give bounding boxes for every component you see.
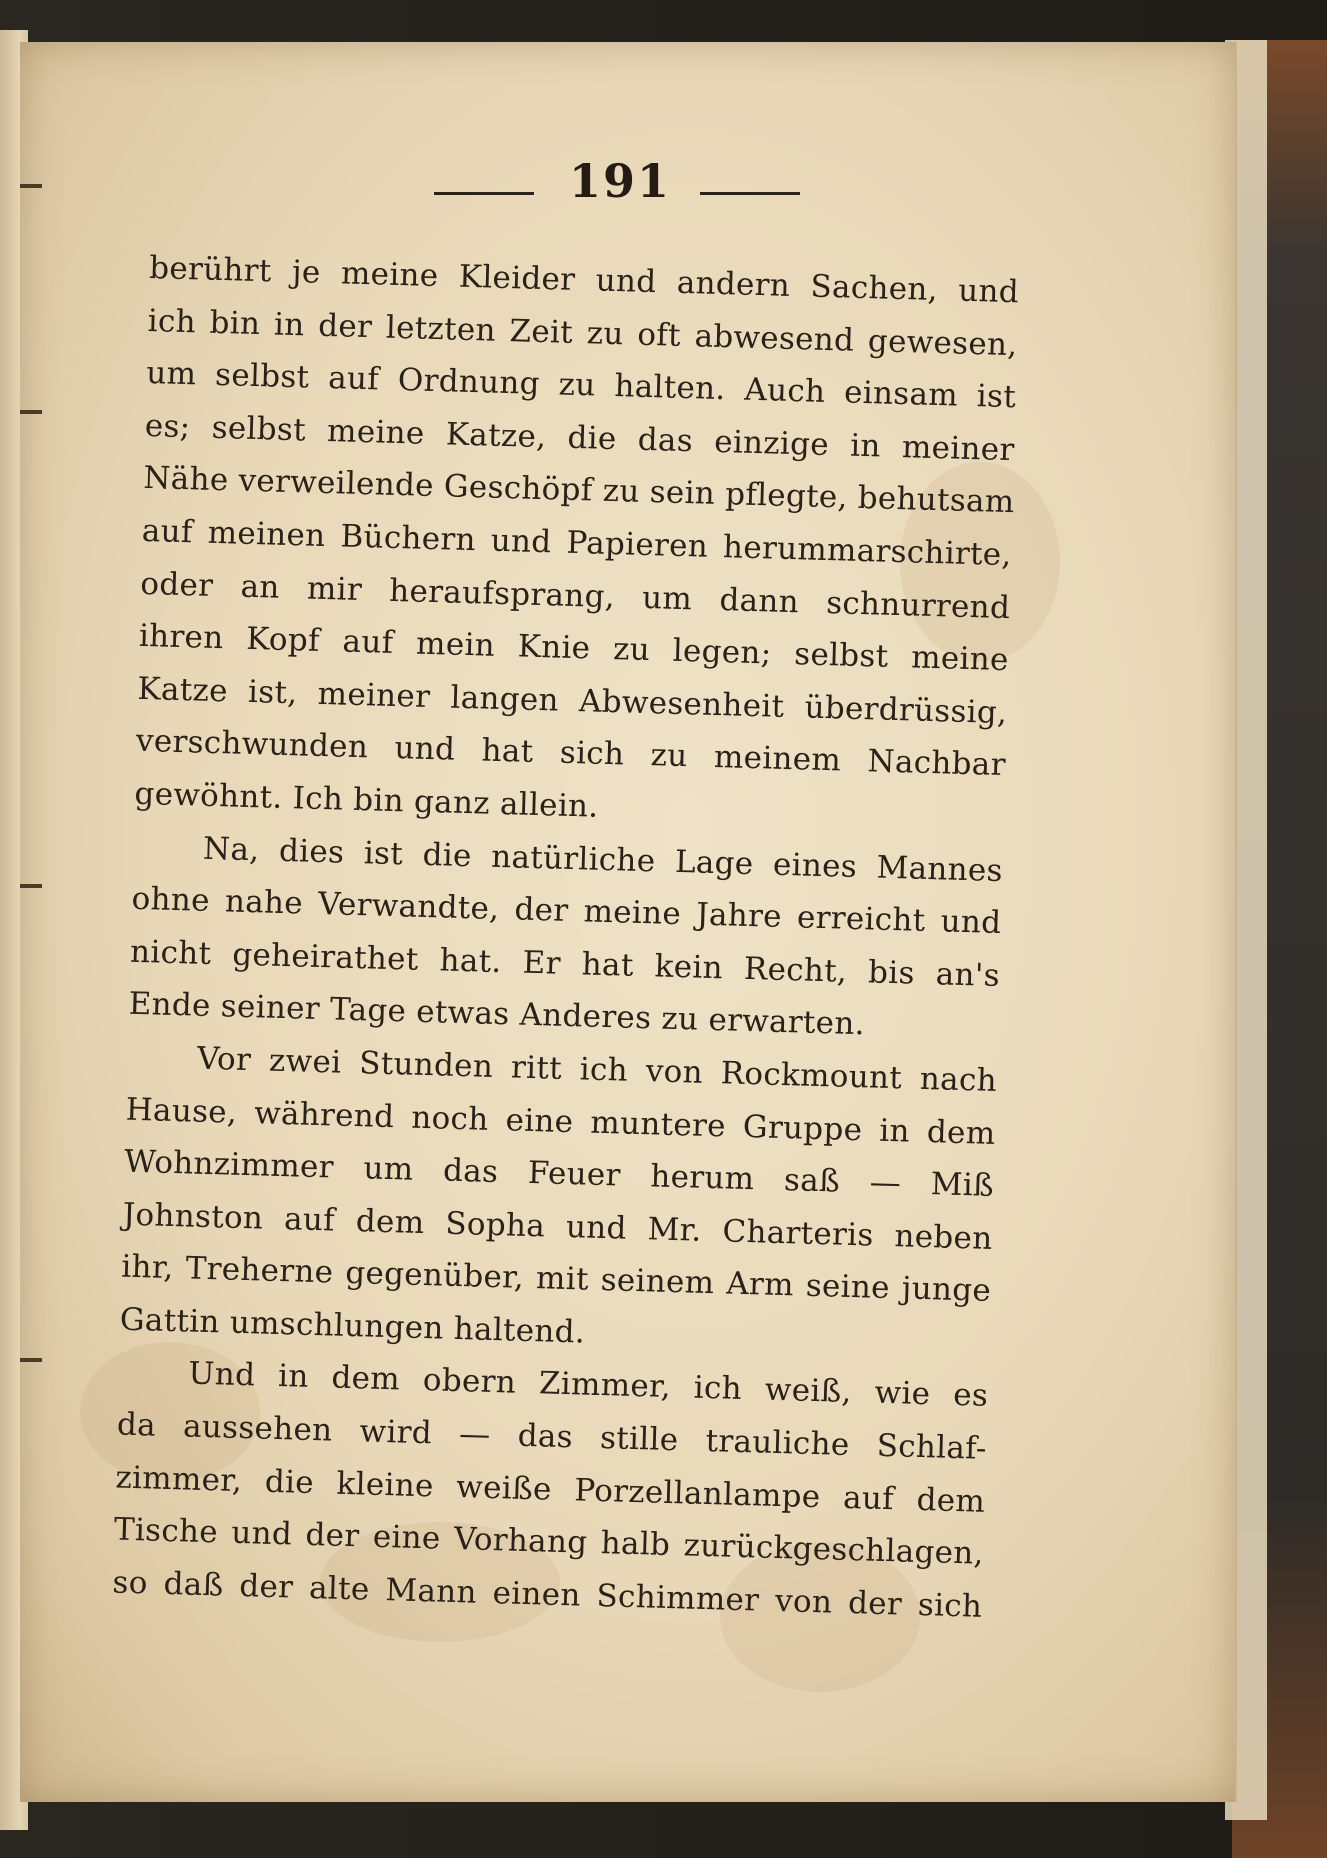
binding-thread-mark (20, 410, 42, 414)
text-line: Johnston auf dem Sopha und Mr. Charteris neben (122, 1196, 994, 1257)
text-line: gewöhnt. Ich bin ganz allein. (134, 775, 599, 825)
text-line: da aussehen wird — das stille trauliche Schlaf- (116, 1406, 988, 1467)
binding-thread-mark (20, 884, 42, 888)
text-line: Wohnzimmer um das Feuer herum saß — Miß (123, 1143, 995, 1205)
text-line: oder an mir heraufsprang, um dann schnurrend (139, 565, 1011, 626)
text-line: um selbst auf Ordnung zu halten. Auch einsam ist (145, 355, 1017, 416)
body-text (112, 242, 1020, 1633)
text-line: Nähe verweilende Geschöpf zu sein pflegte, behutsam (142, 460, 1016, 521)
text-line: Katze ist, meiner langen Abwesenheit überdrüssig, (137, 670, 1008, 731)
text-line: Vor zwei Stunden ritt ich von Rockmount nach (196, 1040, 998, 1099)
text-line: so daß der alte Mann einen Schimmer von der sich (112, 1564, 983, 1625)
text-line: es; selbst meine Katze, die das einzige in meiner (144, 407, 1016, 468)
text-line: nicht geheirathet hat. Er hat kein Recht, bis an's (129, 933, 1001, 994)
text-line: ihren Kopf auf mein Knie zu legen; selbst meine (138, 618, 1010, 679)
page-number: 191 (568, 154, 672, 208)
book-page (20, 42, 1237, 1802)
text-line: Ende seiner Tage etwas Anderes zu erwarten. (128, 986, 866, 1043)
text-line: ich bin in der letzten Zeit zu oft abwesend gewesen, (147, 302, 1018, 363)
text-line: Tische und der eine Vorhang halb zurückgeschlagen, (113, 1511, 985, 1573)
text-line: ihr, Treherne gegenüber, mit seinem Arm seine junge (120, 1248, 992, 1310)
text-line: ohne nahe Verwandte, der meine Jahre erreicht und (131, 880, 1002, 942)
text-line: Und in dem obern Zimmer, ich weiß, wie es (187, 1355, 989, 1415)
header-rule-right (700, 192, 800, 195)
text-line: verschwunden und hat sich zu meinem Nachbar (135, 723, 1007, 784)
header-rule-left (434, 192, 534, 195)
binding-thread-mark (20, 1358, 42, 1362)
text-line: Hause, während noch eine muntere Gruppe in dem (125, 1091, 996, 1152)
text-line: auf meinen Büchern und Papieren herummarschirte, (141, 512, 1013, 574)
text-line: Gattin umschlungen haltend. (119, 1301, 586, 1351)
text-line: zimmer, die kleine weiße Porzellanlampe auf dem (114, 1459, 986, 1520)
text-line: berührt je meine Kleider und andern Sachen, und (148, 249, 1020, 311)
page-header (20, 154, 1235, 224)
text-line: Na, dies ist die natürliche Lage eines Mannes (202, 830, 1004, 889)
